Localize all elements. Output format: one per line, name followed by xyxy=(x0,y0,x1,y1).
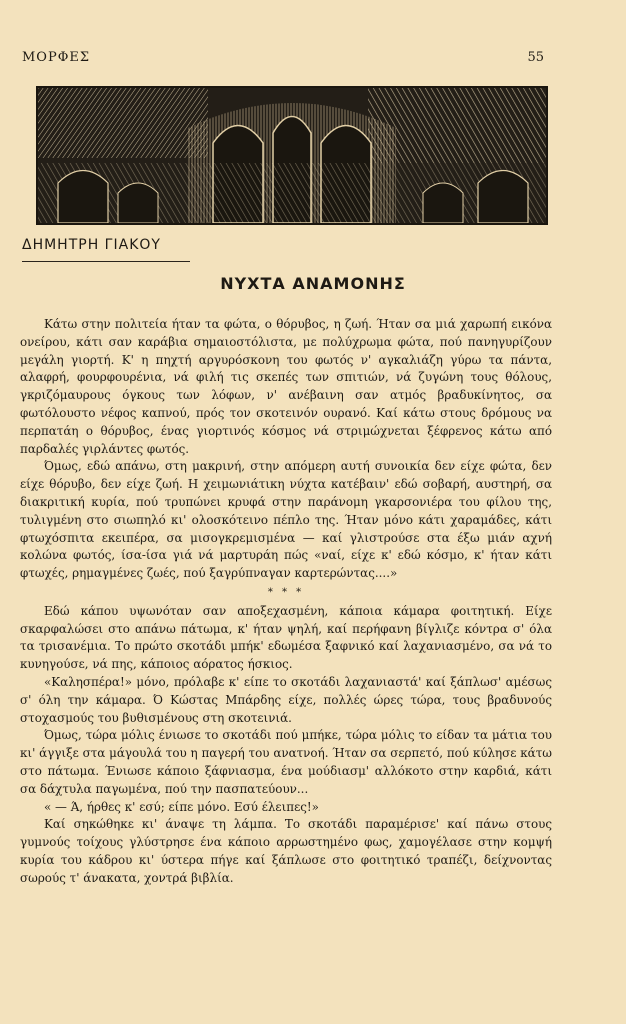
article-title: ΝΥΧΤΑ ΑΝΑΜΟΝΗΣ xyxy=(220,274,406,293)
page-number: 55 xyxy=(527,50,544,65)
paragraph: Όμως, εδώ απάνω, στη μακρινή, στην απόμερη αυτή συνοικία δεν είχε φώτα, δεν είχε θόρυβο, δεν είχε ζωή. Η χειμωνιάτικη νύχτα κατέβαιν' εδώ σοβαρή, αυστηρή, σα διακριτική κυρία, πού τρυπώνει κρυφά στην παράνομη γκαρσονιέρα του φίλου της, τυλιγμένη στο σιωπηλό κι' ολοσκότεινο πέπλο της. Ήταν μόνο κάτι χαραμάδες, κάτι φτωχόσπιτα εκειπέρα, σα μισογκρεμισμένα — καί γλιστρούσε στα έξω μιάν αχνή κολώνα φωτός, ίσα-ίσα γιά νά μαρτυράη πώς «ναί, είχε κ' εδώ κόσμο, κ' ήταν κάτι φτωχές, ρημαγμένες ζωές, πού ξαγρύπναγαν καρτερώντας....» xyxy=(20,459,552,581)
paragraph: Όμως, τώρα μόλις ένιωσε το σκοτάδι πού μπήκε, τώρα μόλις το είδαν τα μάτια του κι' άγγιξε στα μάγουλά του η παγερή του ανατνοή. Ήταν σα σερπετό, πού κύλησε κάτω στο πάτωμα. Ένιωσε κάποιο ξάφνιασμα, ένα μούδιασμ' αλλόκοτο στην καρδιά, κάτι σα δάχτυλα παγωμένα, πού την πασπατεύουν... xyxy=(20,728,552,796)
article-body xyxy=(20,316,552,888)
magazine-name: ΜΟΡΦΕΣ xyxy=(22,50,91,65)
paragraph: «Καλησπέρα!» μόνο, πρόλαβε κ' είπε το σκοτάδι λαχανιαστά' καί ξάπλωσ' αμέσως σ' όλη την κάμαρα. Ό Κώστας Μπάρδης είχε, πολλές ώρες τώρα, τους βραδυνούς στοχασμούς του βυθισμένους στη σκοτεινιά. xyxy=(20,674,552,725)
paragraph: Καί σηκώθηκε κι' άναψε τη λάμπα. Το σκοτάδι παραμέρισε' καί πάνω στους γυμνούς τοίχους γλύστρησε ένα κάποιο αρρωστημένο φως, χαμογέλασε στην κομψή κυρία του κάδρου κι' ύστερα πήγε καί ξάπλωσε στο φοιτητικό τραπέζι, δείχνοντας σωρούς τ' άνακατα, χοντρά βιβλία. xyxy=(20,817,552,885)
paragraph: Εδώ κάπου υψωνόταν σαν αποξεχασμένη, κάποια κάμαρα φοιτητική. Είχε σκαρφαλώσει στο απάνω πάτωμα, κ' ήταν ψηλή, καί περήφανη βίγλιζε κόντρα σ' όλα τα τρισανέμια. Το πρώτο σκοτάδι μπήκ' εδωμέσα ξαφνικό καί λαχανιασμένο, σα νά το κυνηγούσε, νά πης, κάποιος αόρατος ήσκιος. xyxy=(20,603,552,672)
section-break: * * * xyxy=(267,586,305,598)
author-name: ΔΗΜΗΤΡΗ ΓΙΑΚΟΥ xyxy=(22,237,190,262)
paragraph: Κάτω στην πολιτεία ήταν τα φώτα, ο θόρυβος, η ζωή. Ήταν σα μιά χαρωπή εικόνα ονείρου, κάτι σαν καράβια σημαιοστόλιστα, με πολύχρωμα φώτα, πού πανηγυρίζουν μεγάλη γιορτή. Κ' η πηχτή αργυρόσκονη του φωτός ν' αγκαλιάζη γύρω τα πάντα, αλαφρή, φουρφουρένια, νά φιλή τις σκεπές των σπιτιών, νά ζυγώνη τους θόλους, γκριζόμαυρους όγκους των λόφων, ν' ανέβαινη σαν ατμός βραδυκίνητος, σα φωτόλουστο νέφος καπνού, πρός τον σκοτεινόν ουρανό. Καί κάτω στους δρόμους να περπατάη ο θόρυβος, ένας γιορτινός κόσμος νά στριμώχνεται ξέφρενος κάτω από παρδαλές γιρλάντες φωτός. xyxy=(20,317,552,456)
header-illustration xyxy=(36,86,548,225)
paragraph: « — Ά, ήρθες κ' εσύ; είπε μόνο. Εσύ έλειπες!» xyxy=(44,799,319,814)
